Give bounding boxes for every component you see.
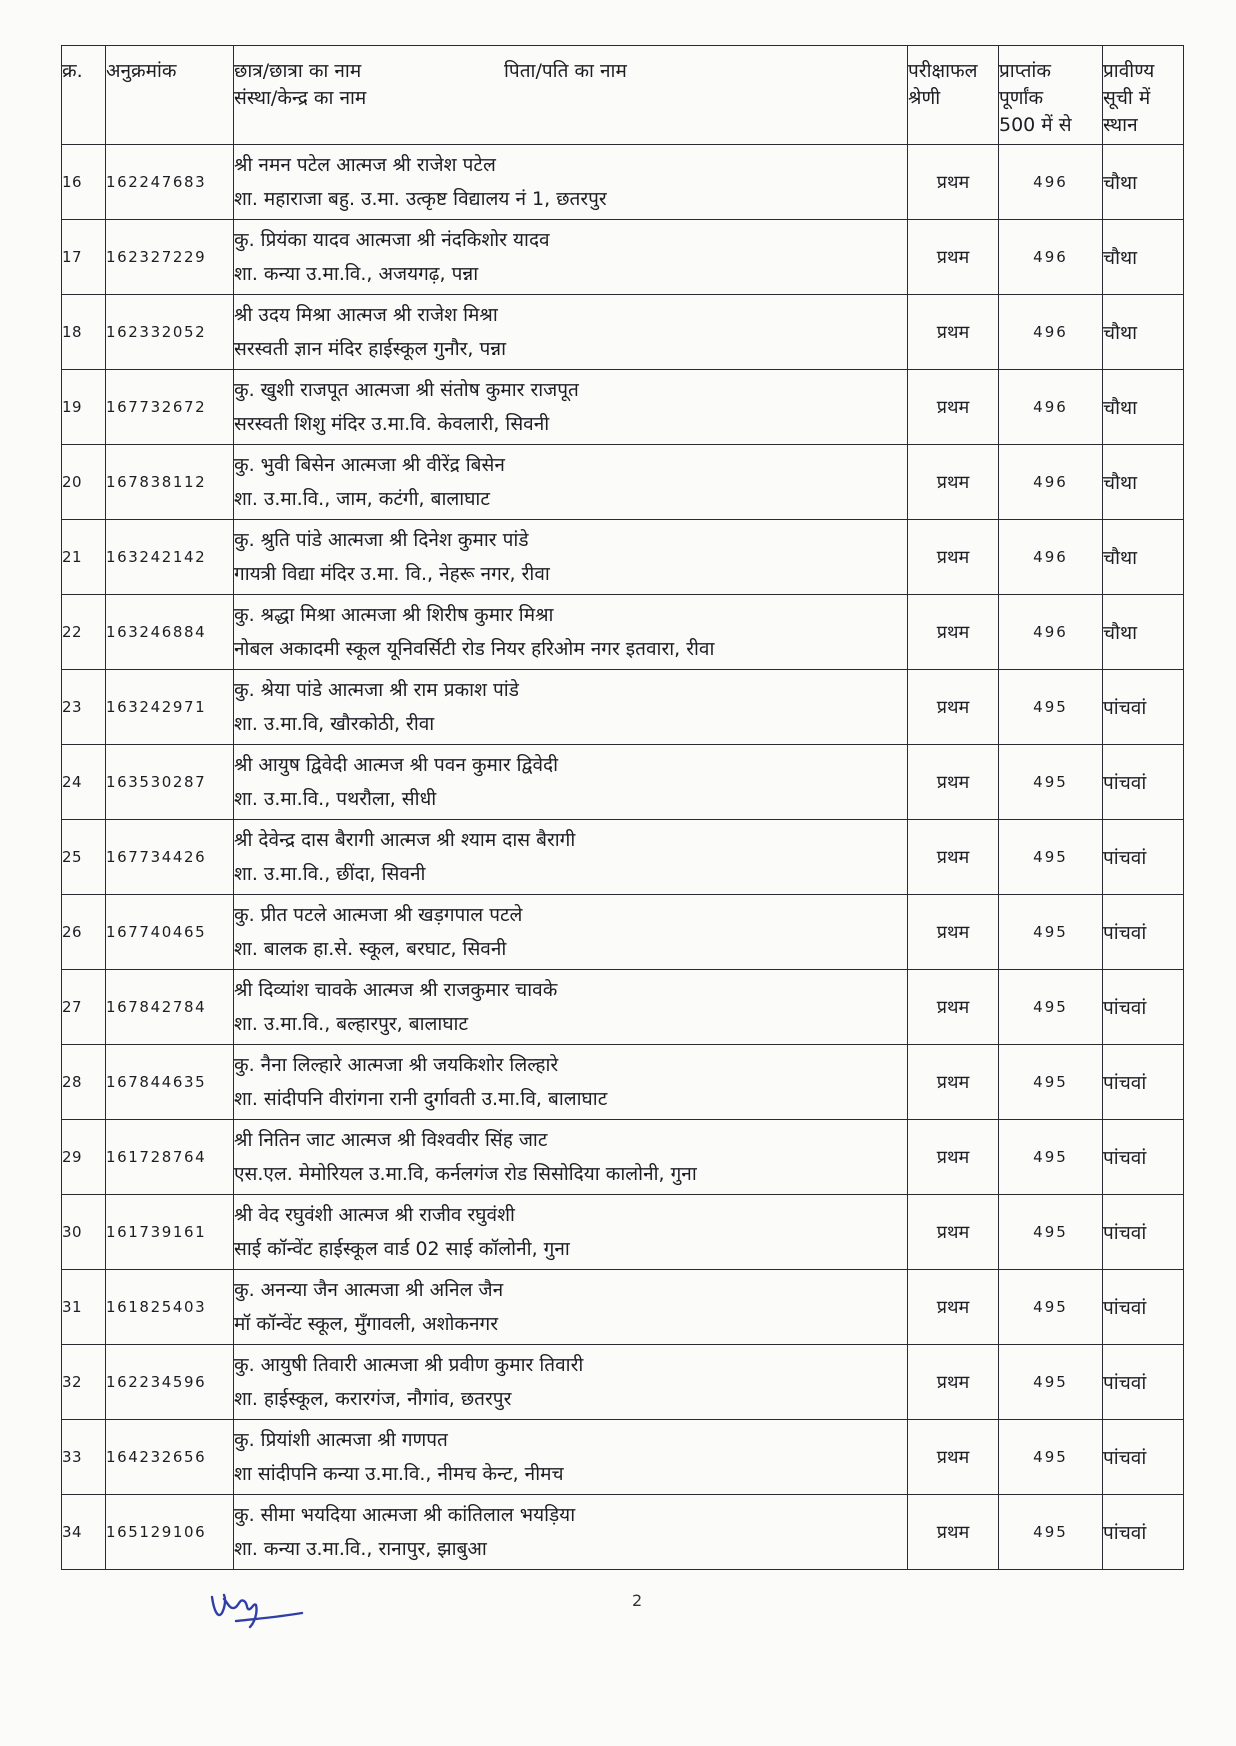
- division: प्रथम: [908, 1345, 999, 1420]
- header-student-name: छात्र/छात्रा का नाम: [234, 60, 362, 82]
- school-name: सरस्वती शिशु मंदिर उ.मा.वि. केवलारी, सिवनी: [234, 413, 550, 435]
- marks: 495: [999, 745, 1103, 820]
- marks: 496: [999, 595, 1103, 670]
- student-and-parent-name: श्री नितिन जाट आत्मज श्री विश्ववीर सिंह जाट: [234, 1129, 548, 1151]
- merit-rank: पांचवां: [1103, 670, 1184, 745]
- student-and-parent-name: श्री उदय मिश्रा आत्मज श्री राजेश मिश्रा: [234, 304, 498, 326]
- merit-rank: पांचवां: [1103, 970, 1184, 1045]
- school-name: एस.एल. मेमोरियल उ.मा.वि, कर्नलगंज रोड सिसोदिया कालोनी, गुना: [234, 1163, 697, 1185]
- serial-number: 23: [62, 670, 106, 745]
- name-cell: [234, 445, 908, 520]
- name-cell: [234, 1345, 908, 1420]
- header-merit-rank: [1103, 46, 1184, 145]
- student-and-parent-name: कु. श्रद्धा मिश्रा आत्मजा श्री शिरीष कुमार मिश्रा: [234, 604, 554, 626]
- school-name: मॉ कॉन्वेंट स्कूल, मुँगावली, अशोकनगर: [234, 1313, 499, 1335]
- student-and-parent-name: कु. श्रेया पांडे आत्मजा श्री राम प्रकाश पांडे: [234, 679, 519, 701]
- student-and-parent-name: श्री दिव्यांश चावके आत्मज श्री राजकुमार चावके: [234, 979, 558, 1001]
- school-name: शा. कन्या उ.मा.वि., अजयगढ़, पन्ना: [234, 263, 479, 285]
- marks: 495: [999, 1420, 1103, 1495]
- name-cell: [234, 1495, 908, 1570]
- student-and-parent-name: कु. अनन्या जैन आत्मजा श्री अनिल जैन: [234, 1279, 504, 1301]
- table-row: [62, 1270, 1184, 1345]
- merit-rank: चौथा: [1103, 295, 1184, 370]
- division: प्रथम: [908, 970, 999, 1045]
- merit-rank: पांचवां: [1103, 895, 1184, 970]
- table-header-row: [62, 46, 1184, 145]
- serial-number: 26: [62, 895, 106, 970]
- division: प्रथम: [908, 520, 999, 595]
- header-name-cell: [234, 46, 908, 145]
- serial-number: 33: [62, 1420, 106, 1495]
- table-row: [62, 745, 1184, 820]
- marks: 495: [999, 820, 1103, 895]
- student-and-parent-name: कु. खुशी राजपूत आत्मजा श्री संतोष कुमार राजपूत: [234, 379, 579, 401]
- roll-number: 162327229: [106, 220, 234, 295]
- marks: 495: [999, 1195, 1103, 1270]
- roll-number: 163246884: [106, 595, 234, 670]
- serial-number: 21: [62, 520, 106, 595]
- roll-number: 167734426: [106, 820, 234, 895]
- serial-number: 16: [62, 145, 106, 220]
- table-row: [62, 145, 1184, 220]
- division: प्रथम: [908, 820, 999, 895]
- table-row: [62, 1045, 1184, 1120]
- name-cell: [234, 520, 908, 595]
- table-row: [62, 1195, 1184, 1270]
- student-and-parent-name: कु. नैना लिल्हारे आत्मजा श्री जयकिशोर लिल्हारे: [234, 1054, 559, 1076]
- header-marks: [999, 46, 1103, 145]
- serial-number: 19: [62, 370, 106, 445]
- header-division: [908, 46, 999, 145]
- header-roll-number: अनुक्रमांक: [106, 46, 234, 145]
- marks: 496: [999, 145, 1103, 220]
- school-name: शा सांदीपनि कन्या उ.मा.वि., नीमच केन्ट, नीमच: [234, 1463, 564, 1485]
- name-cell: [234, 220, 908, 295]
- marks: 495: [999, 1120, 1103, 1195]
- table-row: [62, 295, 1184, 370]
- marks: 496: [999, 295, 1103, 370]
- roll-number: 167844635: [106, 1045, 234, 1120]
- marks: 495: [999, 1270, 1103, 1345]
- name-cell: [234, 970, 908, 1045]
- serial-number: 24: [62, 745, 106, 820]
- merit-rank: चौथा: [1103, 595, 1184, 670]
- merit-rank: चौथा: [1103, 520, 1184, 595]
- marks: 496: [999, 220, 1103, 295]
- table-row: [62, 820, 1184, 895]
- student-and-parent-name: श्री आयुष द्विवेदी आत्मज श्री पवन कुमार द्विवेदी: [234, 754, 559, 776]
- student-and-parent-name: श्री वेद रघुवंशी आत्मज श्री राजीव रघुवंशी: [234, 1204, 515, 1226]
- table-row: [62, 1420, 1184, 1495]
- merit-rank: पांचवां: [1103, 1045, 1184, 1120]
- header-rank-line-1: प्रावीण्य: [1103, 60, 1155, 82]
- table-row: [62, 370, 1184, 445]
- header-rank-line-2: सूची में: [1103, 87, 1151, 109]
- merit-rank: पांचवां: [1103, 1495, 1184, 1570]
- merit-rank: पांचवां: [1103, 1270, 1184, 1345]
- school-name: शा. उ.मा.वि., बल्हारपुर, बालाघाट: [234, 1013, 469, 1035]
- table-row: [62, 1345, 1184, 1420]
- serial-number: 31: [62, 1270, 106, 1345]
- division: प्रथम: [908, 1045, 999, 1120]
- table-row: [62, 220, 1184, 295]
- header-father-name: पिता/पति का नाम: [504, 60, 627, 82]
- name-cell: [234, 1195, 908, 1270]
- header-rank-line-3: स्थान: [1103, 114, 1138, 136]
- table-row: [62, 1120, 1184, 1195]
- merit-rank: पांचवां: [1103, 1120, 1184, 1195]
- school-name: शा. बालक हा.से. स्कूल, बरघाट, सिवनी: [234, 938, 507, 960]
- marks: 495: [999, 670, 1103, 745]
- serial-number: 34: [62, 1495, 106, 1570]
- serial-number: 20: [62, 445, 106, 520]
- serial-number: 22: [62, 595, 106, 670]
- roll-number: 164232656: [106, 1420, 234, 1495]
- merit-rank: पांचवां: [1103, 820, 1184, 895]
- name-cell: [234, 370, 908, 445]
- division: प्रथम: [908, 220, 999, 295]
- marks: 495: [999, 1345, 1103, 1420]
- division: प्रथम: [908, 1120, 999, 1195]
- name-cell: [234, 670, 908, 745]
- division: प्रथम: [908, 595, 999, 670]
- school-name: शा. उ.मा.वि., पथरौला, सीधी: [234, 788, 437, 810]
- school-name: गायत्री विद्या मंदिर उ.मा. वि., नेहरू नगर, रीवा: [234, 563, 550, 585]
- roll-number: 162332052: [106, 295, 234, 370]
- name-cell: [234, 895, 908, 970]
- serial-number: 32: [62, 1345, 106, 1420]
- division: प्रथम: [908, 1420, 999, 1495]
- merit-rank: पांचवां: [1103, 1345, 1184, 1420]
- name-cell: [234, 1045, 908, 1120]
- marks: 496: [999, 520, 1103, 595]
- serial-number: 25: [62, 820, 106, 895]
- header-marks-line-2: पूर्णांक: [999, 87, 1044, 109]
- school-name: नोबल अकादमी स्कूल यूनिवर्सिटी रोड नियर हरिओम नगर इतवारा, रीवा: [234, 638, 715, 660]
- student-and-parent-name: कु. प्रीत पटले आत्मजा श्री खड़गपाल पटले: [234, 904, 523, 926]
- merit-rank: चौथा: [1103, 145, 1184, 220]
- division: प्रथम: [908, 745, 999, 820]
- roll-number: 167842784: [106, 970, 234, 1045]
- serial-number: 28: [62, 1045, 106, 1120]
- school-name: शा. कन्या उ.मा.वि., रानापुर, झाबुआ: [234, 1538, 487, 1560]
- school-name: शा. सांदीपनि वीरांगना रानी दुर्गावती उ.मा.वि, बालाघाट: [234, 1088, 608, 1110]
- roll-number: 167740465: [106, 895, 234, 970]
- table-row: [62, 895, 1184, 970]
- student-and-parent-name: कु. प्रियांशी आत्मजा श्री गणपत: [234, 1429, 448, 1451]
- table-row: [62, 1495, 1184, 1570]
- merit-rank: चौथा: [1103, 370, 1184, 445]
- roll-number: 161825403: [106, 1270, 234, 1345]
- roll-number: 162247683: [106, 145, 234, 220]
- name-cell: [234, 145, 908, 220]
- name-cell: [234, 745, 908, 820]
- merit-rank: पांचवां: [1103, 1195, 1184, 1270]
- division: प्रथम: [908, 1495, 999, 1570]
- merit-rank: पांचवां: [1103, 745, 1184, 820]
- merit-list-body: [62, 145, 1184, 1570]
- student-and-parent-name: श्री नमन पटेल आत्मज श्री राजेश पटेल: [234, 154, 496, 176]
- page-number: 2: [632, 1591, 643, 1610]
- school-name: सरस्वती ज्ञान मंदिर हाईस्कूल गुनौर, पन्ना: [234, 338, 507, 360]
- signature-image: [206, 1583, 316, 1633]
- table-row: [62, 520, 1184, 595]
- serial-number: 30: [62, 1195, 106, 1270]
- header-division-line-2: श्रेणी: [908, 87, 941, 109]
- name-cell: [234, 295, 908, 370]
- roll-number: 163242142: [106, 520, 234, 595]
- roll-number: 167732672: [106, 370, 234, 445]
- serial-number: 29: [62, 1120, 106, 1195]
- division: प्रथम: [908, 670, 999, 745]
- table-row: [62, 670, 1184, 745]
- name-cell: [234, 1420, 908, 1495]
- merit-rank: चौथा: [1103, 220, 1184, 295]
- roll-number: 161728764: [106, 1120, 234, 1195]
- student-and-parent-name: कु. श्रुति पांडे आत्मजा श्री दिनेश कुमार पांडे: [234, 529, 529, 551]
- division: प्रथम: [908, 1195, 999, 1270]
- student-and-parent-name: कु. सीमा भयदिया आत्मजा श्री कांतिलाल भयड़िया: [234, 1504, 576, 1526]
- school-name: शा. उ.मा.वि, खौरकोठी, रीवा: [234, 713, 435, 735]
- header-school-name: संस्था/केन्द्र का नाम: [234, 87, 367, 109]
- merit-list-table: [61, 45, 1184, 1570]
- header-marks-line-3: 500 में से: [999, 114, 1072, 136]
- division: प्रथम: [908, 145, 999, 220]
- serial-number: 17: [62, 220, 106, 295]
- division: प्रथम: [908, 895, 999, 970]
- student-and-parent-name: कु. आयुषी तिवारी आत्मजा श्री प्रवीण कुमार तिवारी: [234, 1354, 584, 1376]
- roll-number: 167838112: [106, 445, 234, 520]
- roll-number: 165129106: [106, 1495, 234, 1570]
- header-marks-line-1: प्राप्तांक: [999, 60, 1051, 82]
- student-and-parent-name: श्री देवेन्द्र दास बैरागी आत्मज श्री श्याम दास बैरागी: [234, 829, 576, 851]
- roll-number: 161739161: [106, 1195, 234, 1270]
- division: प्रथम: [908, 445, 999, 520]
- name-cell: [234, 1270, 908, 1345]
- marks: 495: [999, 895, 1103, 970]
- school-name: शा. उ.मा.वि., छींदा, सिवनी: [234, 863, 426, 885]
- school-name: शा. उ.मा.वि., जाम, कटंगी, बालाघाट: [234, 488, 490, 510]
- header-serial-number: क्र.: [62, 46, 106, 145]
- serial-number: 27: [62, 970, 106, 1045]
- table-row: [62, 595, 1184, 670]
- student-and-parent-name: कु. भुवी बिसेन आत्मजा श्री वीरेंद्र बिसेन: [234, 454, 505, 476]
- name-cell: [234, 595, 908, 670]
- roll-number: 163242971: [106, 670, 234, 745]
- table-row: [62, 970, 1184, 1045]
- school-name: शा. हाईस्कूल, करारगंज, नौगांव, छतरपुर: [234, 1388, 512, 1410]
- student-and-parent-name: कु. प्रियंका यादव आत्मजा श्री नंदकिशोर यादव: [234, 229, 550, 251]
- school-name: साई कॉन्वेंट हाईस्कूल वार्ड 02 साई कॉलोनी, गुना: [234, 1238, 570, 1260]
- marks: 495: [999, 1045, 1103, 1120]
- roll-number: 162234596: [106, 1345, 234, 1420]
- marks: 495: [999, 1495, 1103, 1570]
- division: प्रथम: [908, 1270, 999, 1345]
- merit-rank: चौथा: [1103, 445, 1184, 520]
- roll-number: 163530287: [106, 745, 234, 820]
- serial-number: 18: [62, 295, 106, 370]
- table-row: [62, 445, 1184, 520]
- school-name: शा. महाराजा बहु. उ.मा. उत्कृष्ट विद्यालय नं 1, छतरपुर: [234, 188, 607, 210]
- marks: 496: [999, 370, 1103, 445]
- division: प्रथम: [908, 295, 999, 370]
- header-division-line-1: परीक्षाफल: [908, 60, 978, 82]
- name-cell: [234, 1120, 908, 1195]
- marks: 495: [999, 970, 1103, 1045]
- division: प्रथम: [908, 370, 999, 445]
- name-cell: [234, 820, 908, 895]
- marks: 496: [999, 445, 1103, 520]
- merit-rank: पांचवां: [1103, 1420, 1184, 1495]
